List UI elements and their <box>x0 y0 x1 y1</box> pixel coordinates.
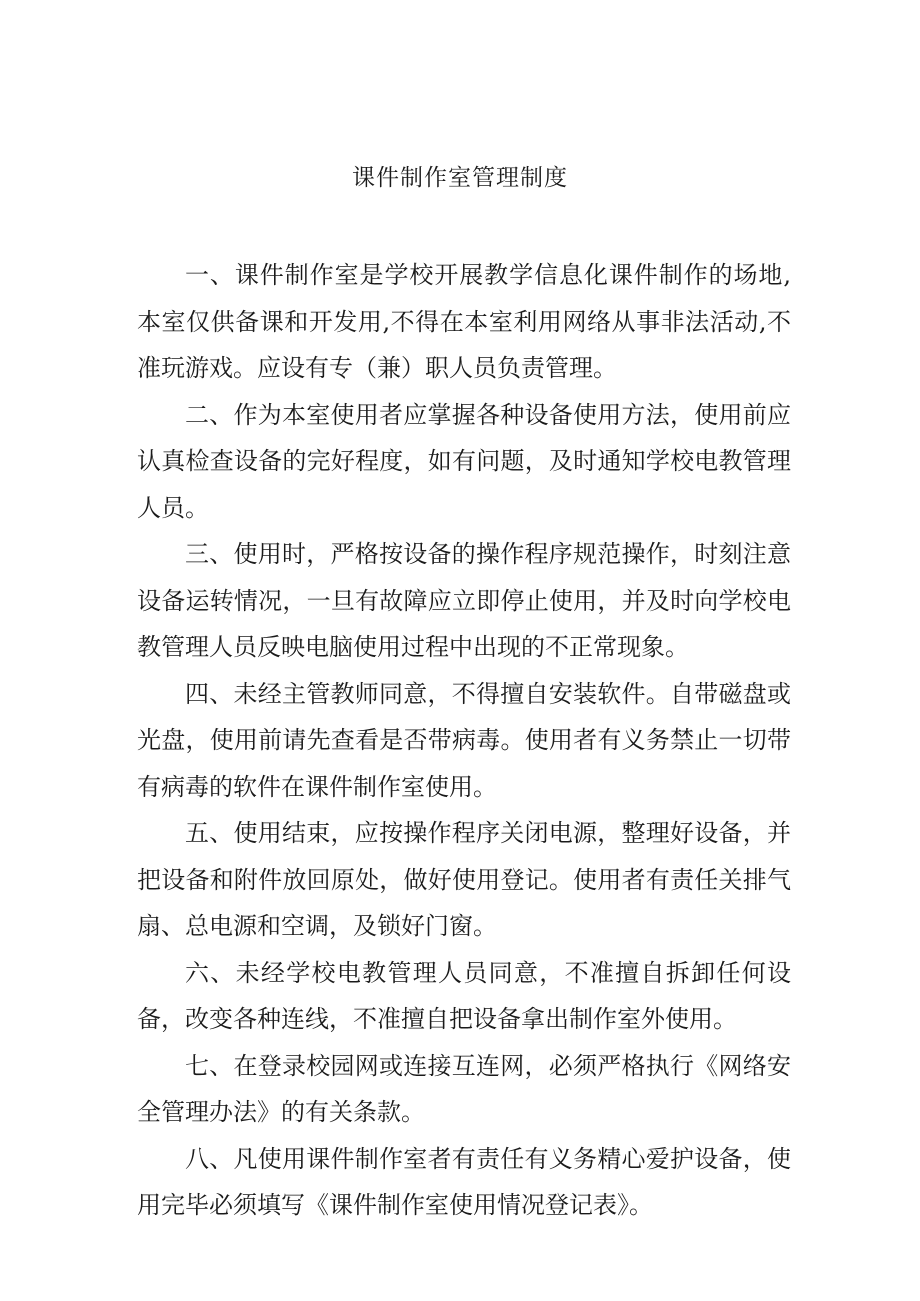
document-title: 课件制作室管理制度 <box>352 165 568 191</box>
paragraph-5: 五、使用结束，应按操作程序关闭电源，整理好设备，并把设备和附件放回原处，做好使用登记。使用者有责任关排气扇、总电源和空调，及锁好门窗。 <box>137 819 791 940</box>
paragraph-8: 八、凡使用课件制作室者有责任有义务精心爱护设备，使用完毕必须填写《课件制作室使用情况登记表》。 <box>137 1144 791 1219</box>
paragraph-1: 一、课件制作室是学校开展教学信息化课件制作的场地,本室仅供备课和开发用,不得在本室利用网络从事非法活动,不准玩游戏。应设有专（兼）职人员负责管理。 <box>137 261 791 382</box>
paragraph-2: 二、作为本室使用者应掌握各种设备使用方法，使用前应认真检查设备的完好程度，如有问题，及时通知学校电教管理人员。 <box>137 400 791 522</box>
document-body <box>137 252 791 1229</box>
paragraph-6: 六、未经学校电教管理人员同意，不准擅自拆卸任何设备，改变各种连线，不准擅自把设备拿出制作室外使用。 <box>137 958 791 1033</box>
paragraph-7: 七、在登录校园网或连接互连网，必须严格执行《网络安全管理办法》的有关条款。 <box>137 1051 791 1126</box>
paragraph-3: 三、使用时，严格按设备的操作程序规范操作，时刻注意设备运转情况，一旦有故障应立即停止使用，并及时向学校电教管理人员反映电脑使用过程中出现的不正常现象。 <box>137 540 791 661</box>
paragraph-4: 四、未经主管教师同意，不得擅自安装软件。自带磁盘或光盘，使用前请先查看是否带病毒。使用者有义务禁止一切带有病毒的软件在课件制作室使用。 <box>137 679 791 801</box>
